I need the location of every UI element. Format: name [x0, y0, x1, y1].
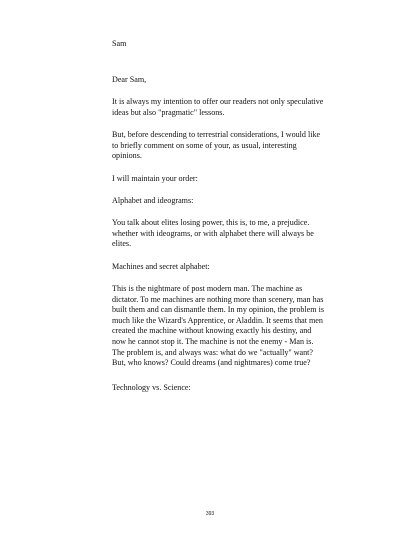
heading-name-text: Sam	[112, 39, 127, 48]
section-heading-alphabet	[112, 196, 324, 207]
section-heading-technology	[112, 383, 324, 394]
paragraph-1	[112, 97, 324, 118]
paragraph-5	[112, 284, 324, 369]
paragraph-2	[112, 130, 324, 162]
paragraph-text: But, before descending to terrestrial considerations, I would like to briefly comment on some of your, as usual, interesting opinions.	[112, 130, 321, 161]
paragraph-text: This is the nightmare of post modern man. The machine as dictator. To me machines are nothing more than scenery, man has built them and can dismantle them. In my opinion, the problem is much like the Wizard's Apprentice, or Aladdin. It seems that men created the machine without knowing exactly his destiny, and now he cannot stop it. The machine is not the enemy - Man is. The problem is, and always was: what do we "actually" want? But, who knows? Could dreams (and nightmares) come true?	[112, 284, 324, 368]
paragraph-text: I will maintain your order:	[112, 174, 198, 183]
section-heading-machines	[112, 262, 324, 273]
paragraph-3	[112, 174, 324, 185]
salutation-text: Dear Sam,	[112, 75, 147, 84]
paragraph-text: You talk about elites losing power, this is, to me, a prejudice. whether with ideograms, or with alphabet there will always be elites.	[112, 218, 314, 249]
paragraph-4	[112, 218, 324, 250]
paragraph-text: It is always my intention to offer our readers not only speculative ideas but also "pragmatic" lessons.	[112, 97, 324, 117]
section-heading-text: Technology vs. Science:	[112, 383, 191, 392]
section-heading-text: Machines and secret alphabet:	[112, 262, 210, 271]
section-heading-text: Alphabet and ideograms:	[112, 196, 194, 205]
heading-name	[112, 39, 324, 50]
salutation	[112, 75, 324, 86]
page-number: 393	[205, 511, 215, 517]
